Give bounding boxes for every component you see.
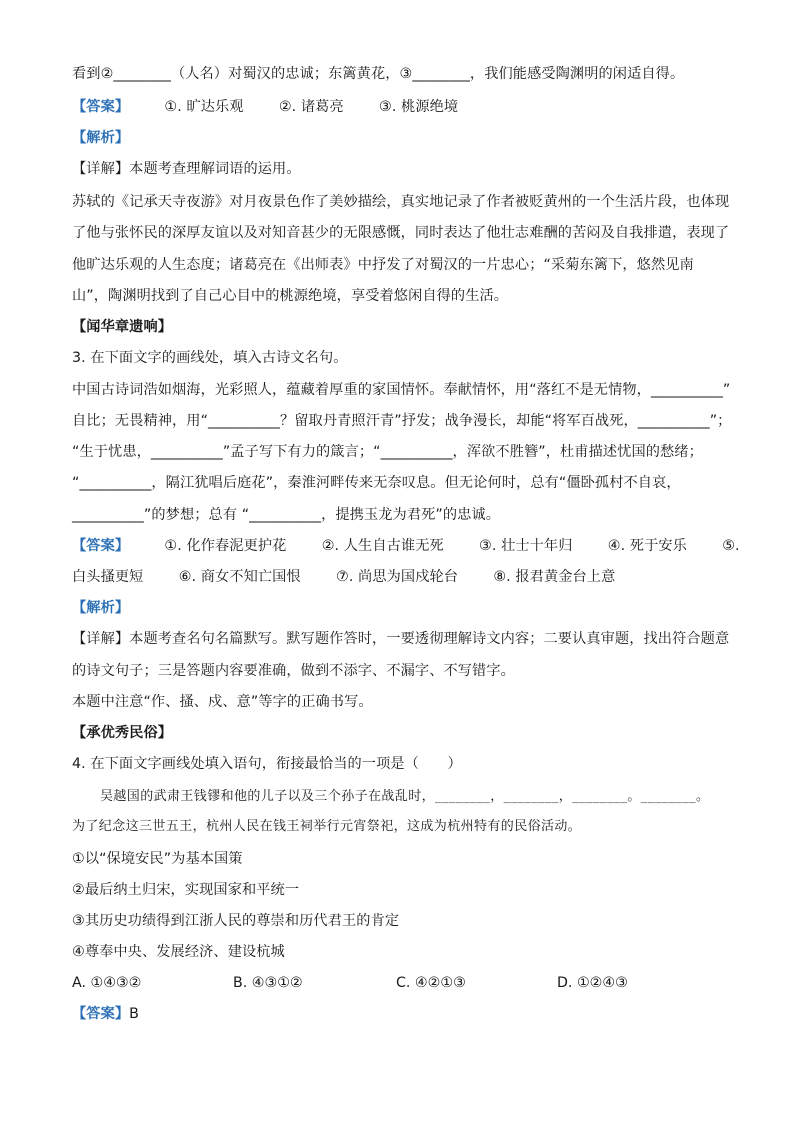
q2-intro-line: 看到②________（人名）对蜀汉的忠诚；东篱黄花，③________，我们能感受陶渊明的闲适自得。 [72, 66, 685, 82]
q3-answer-line [72, 536, 740, 556]
q3-detail-line [72, 629, 734, 649]
choice-d: D. ①②④③ [557, 975, 628, 991]
analysis-tag: 【解析】 [72, 130, 130, 146]
q4-item: ②最后纳土归宋，实现国家和平统一 [72, 882, 300, 898]
q2-explain-line: 他旷达乐观的人生态度；诸葛亮在《出师表》中抒发了对蜀汉的一片忠心；“采菊东篱下，悠然见南 [72, 257, 694, 273]
section-heading: 【闻华章遗响】 [72, 319, 173, 335]
answer-item: ②. 诸葛亮 [278, 99, 344, 115]
answer-item: 白头搔更短 [72, 569, 144, 585]
answer-item: ①. 旷达乐观 [164, 99, 244, 115]
q3-stem: 3. 在下面文字的画线处，填入古诗文名句。 [72, 350, 348, 366]
answer-value: B [129, 1006, 139, 1022]
choice-b: B. ④③①② [233, 975, 303, 991]
q4-item: ①以“保境安民”为基本国策 [72, 851, 243, 867]
q2-answer-line [72, 97, 734, 117]
detail-text: 本题考查理解词语的运用。 [129, 161, 301, 177]
answer-item: ⑤. [722, 538, 740, 554]
answer-item: ⑦. 尚思为国戍轮台 [336, 569, 459, 585]
q3-answer-line [72, 567, 734, 587]
detail-tag: 【详解】 [72, 161, 130, 177]
answer-item: ⑧. 报君黄金台上意 [493, 569, 616, 585]
q4-item: ④尊奉中央、发展经济、建设杭城 [72, 944, 285, 960]
answer-item: ②. 人生自古谁无死 [321, 538, 444, 554]
q2-explain-line: 山”，陶渊明找到了自己心目中的桃源绝境，享受着悠闲自得的生活。 [72, 288, 509, 304]
choice-c: C. ④②①③ [396, 975, 466, 991]
q4-item: ③其历史功绩得到江浙人民的尊崇和历代君王的肯定 [72, 913, 400, 929]
q3-text-line: __________”的梦想；总有 “__________，提携玉龙为君死”的忠诚。 [72, 507, 501, 523]
q3-detail-line: 的诗文句子；三是答题内容要准确，做到不添字、不漏字、不写错字。 [72, 663, 515, 679]
q3-text-line: 中国古诗词浩如烟海，光彩照人，蕴藏着厚重的家国情怀。奉献情怀，用“落红不是无情物，__________” [72, 382, 731, 398]
detail-tag: 【详解】 [72, 631, 130, 647]
q3-text-line: 自比；无畏精神，用“__________？留取丹青照汗青”抒发；战争漫长，却能“将军百战死，__________”； [72, 413, 732, 429]
q4-stem: 4. 在下面文字画线处填入语句，衔接最恰当的一项是（ ） [72, 756, 462, 772]
q2-detail-line [72, 159, 734, 179]
q2-explain-line: 了他与张怀民的深厚友谊以及对知音甚少的无限感慨，同时表达了他壮志难酬的苦闷及自我排遣，表现了 [72, 225, 730, 241]
answer-tag: 【答案】 [72, 1006, 130, 1022]
detail-text: 本题考查名句名篇默写。默写题作答时，一要透彻理解诗文内容；二要认真审题，找出符合题意 [129, 631, 730, 647]
q4-answer-line [72, 1004, 734, 1024]
choice-a: A. ①④③② [72, 975, 142, 991]
answer-item: ③. 桃源绝境 [379, 99, 459, 115]
q4-passage-line: 吴越国的武肃王钱镠和他的儿子以及三个孙子在战乱时，________，________，________。________。 [100, 789, 710, 804]
answer-item: ①. 化作春泥更护花 [164, 538, 287, 554]
q3-text-line: “生于忧患，__________”孟子写下有力的箴言；“__________，浑欲不胜簪”，杜甫描述忧国的愁绪； [72, 444, 703, 460]
q2-explain-line: 苏轼的《记承天寺夜游》对月夜景色作了美妙描绘，真实地记录了作者被贬黄州的一个生活片段，也体现 [72, 194, 730, 210]
q3-note: 本题中注意“作、搔、戍、意”等字的正确书写。 [72, 694, 373, 710]
answer-tag: 【答案】 [72, 99, 130, 115]
answer-item: ④. 死于安乐 [607, 538, 687, 554]
answer-item: ⑥. 商女不知亡国恨 [178, 569, 301, 585]
q4-passage-line: 为了纪念这三世五王，杭州人民在钱王祠举行元宵祭祀，这成为杭州特有的民俗活动。 [72, 819, 582, 834]
section-heading: 【承优秀民俗】 [72, 725, 173, 741]
analysis-tag: 【解析】 [72, 600, 130, 616]
answer-tag: 【答案】 [72, 538, 130, 554]
answer-item: ③. 壮士十年归 [479, 538, 573, 554]
q3-text-line: “__________，隔江犹唱后庭花”，秦淮河畔传来无奈叹息。但无论何时，总有“僵卧孤村不自哀， [72, 475, 681, 491]
